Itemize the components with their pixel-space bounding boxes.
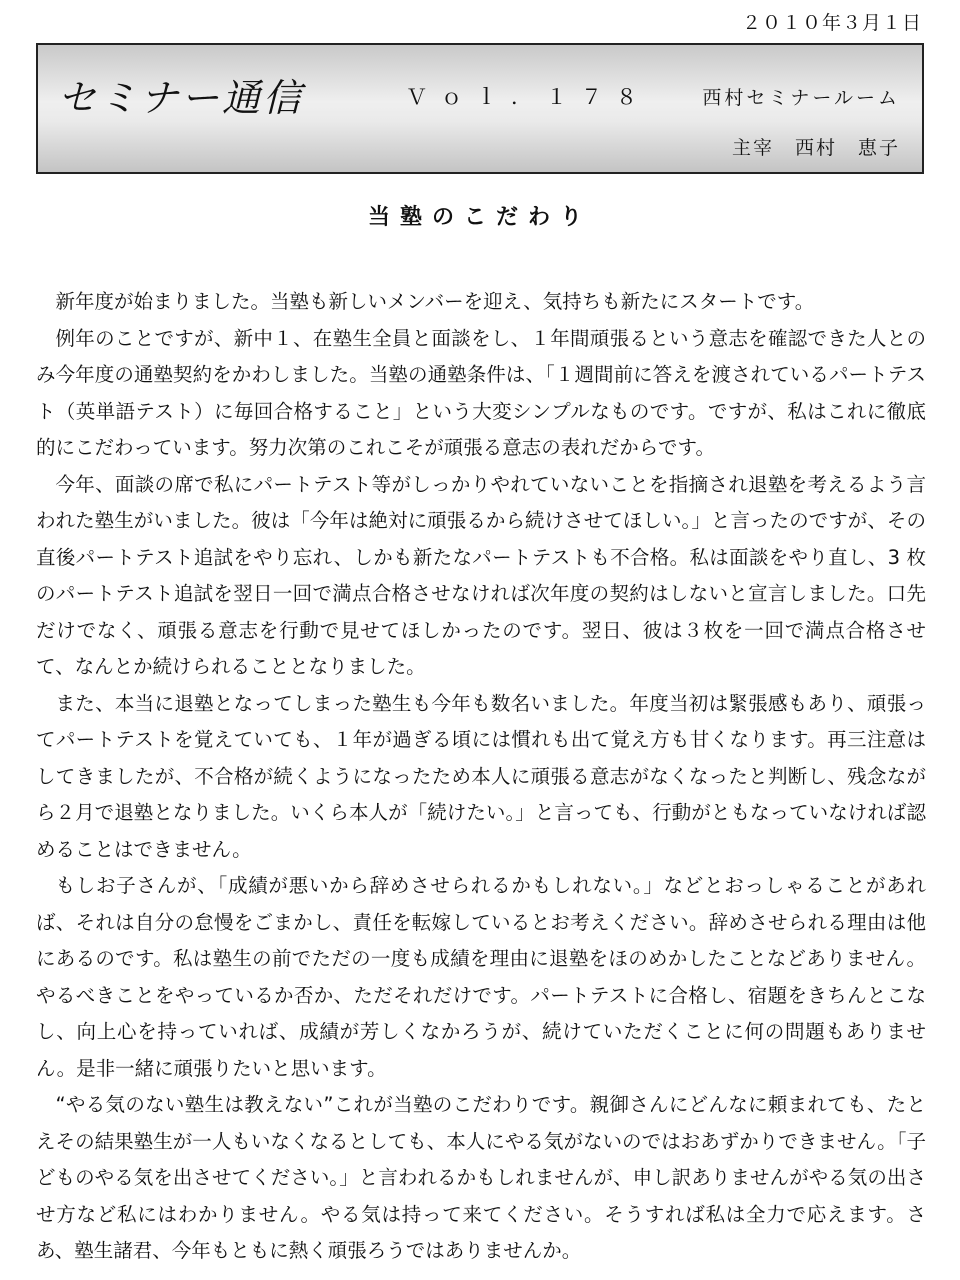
presider-name: 主宰 西村 恵子 [731, 137, 900, 159]
paragraph: 今年、面談の席で私にパートテスト等がしっかりやれていないことを指摘され退塾を考えるよう言われた塾生がいました。彼は「今年は絶対に頑張るから続けさせてほしい。」と言ったのですが、その直後パートテスト追試をやり忘れ、しかも新たなパートテストも不合格。私は面談をやり直し、3 枚のパートテスト追試を翌日一回で満点合格させなければ次年度の契約はしないと宣言しました。口先だけでなく、頑張る意志を行動で見せてほしかったのです。翌日、彼は３枚を一回で満点合格させて、なんとか続けられることとなりました。 [36, 472, 926, 678]
volume-number: Ｖｏｌ．１７８ [406, 85, 651, 109]
paragraph: “やる気のない塾生は教えない”これが当塾のこだわりです。親御さんにどんなに頼まれても、たとえその結果塾生が一人もいなくなるとしても、本人にやる気がないのではおあずかりできません。「子どものやる気を出させてください。」と言われるかもしれませんが、申し訳ありませんがやる気の出させ方など私にはわかりません。やる気は持って来てください。そうすれば私は全力で応えます。さあ、塾生諸君、今年もともに熱く頑張ろうではありませんか。 [36, 1093, 926, 1262]
article-body [36, 284, 926, 1270]
paragraph: 例年のことですが、新中１、在塾生全員と面談をし、１年間頑張るという意志を確認できた人とのみ今年度の通塾契約をかわしました。当塾の通塾条件は、「１週間前に答えを渡されているパートテスト（英単語テスト）に毎回合格すること」という大変シンプルなものです。ですが、私はこれに徹底的にこだわっています。努力次第のこれこそが頑張る意志の表れだからです。 [36, 326, 926, 459]
organization-name: 西村セミナールーム [702, 87, 900, 109]
paragraph: 新年度が始まりました。当塾も新しいメンバーを迎え、気持ちも新たにスタートです。 [55, 290, 815, 313]
newsletter-title: セミナー通信 [58, 76, 305, 120]
paragraph: もしお子さんが、「成績が悪いから辞めさせられるかもしれない。」などとおっしゃることがあれば、それは自分の怠慢をごまかし、責任を転嫁しているとお考えください。辞めさせられる理由は他にあるのです。私は塾生の前でただの一度も成績を理由に退塾をほのめかしたことなどありません。やるべきことをやっているか否か、ただそれだけです。パートテストに合格し、宿題をきちんとこなし、向上心を持っていれば、成績が芳しくなかろうが、続けていただくことに何の問題もありません。是非一緒に頑張りたいと思います。 [36, 874, 926, 1080]
issue-date: ２０１０年３月１日 [741, 12, 922, 34]
article-title: 当塾のこだわり [367, 205, 592, 230]
paragraph: また、本当に退塾となってしまった塾生も今年も数名いました。年度当初は緊張感もあり、頑張ってパートテストを覚えていても、１年が過ぎる頃には慣れも出て覚え方も甘くなります。再三注意はしてきましたが、不合格が続くようになったため本人に頑張る意志がなくなったと判断し、残念ながら２月で退塾となりました。いくら本人が「続けたい。」と言っても、行動がともなっていなければ認めることはできません。 [36, 691, 926, 861]
newsletter-header [36, 43, 924, 174]
